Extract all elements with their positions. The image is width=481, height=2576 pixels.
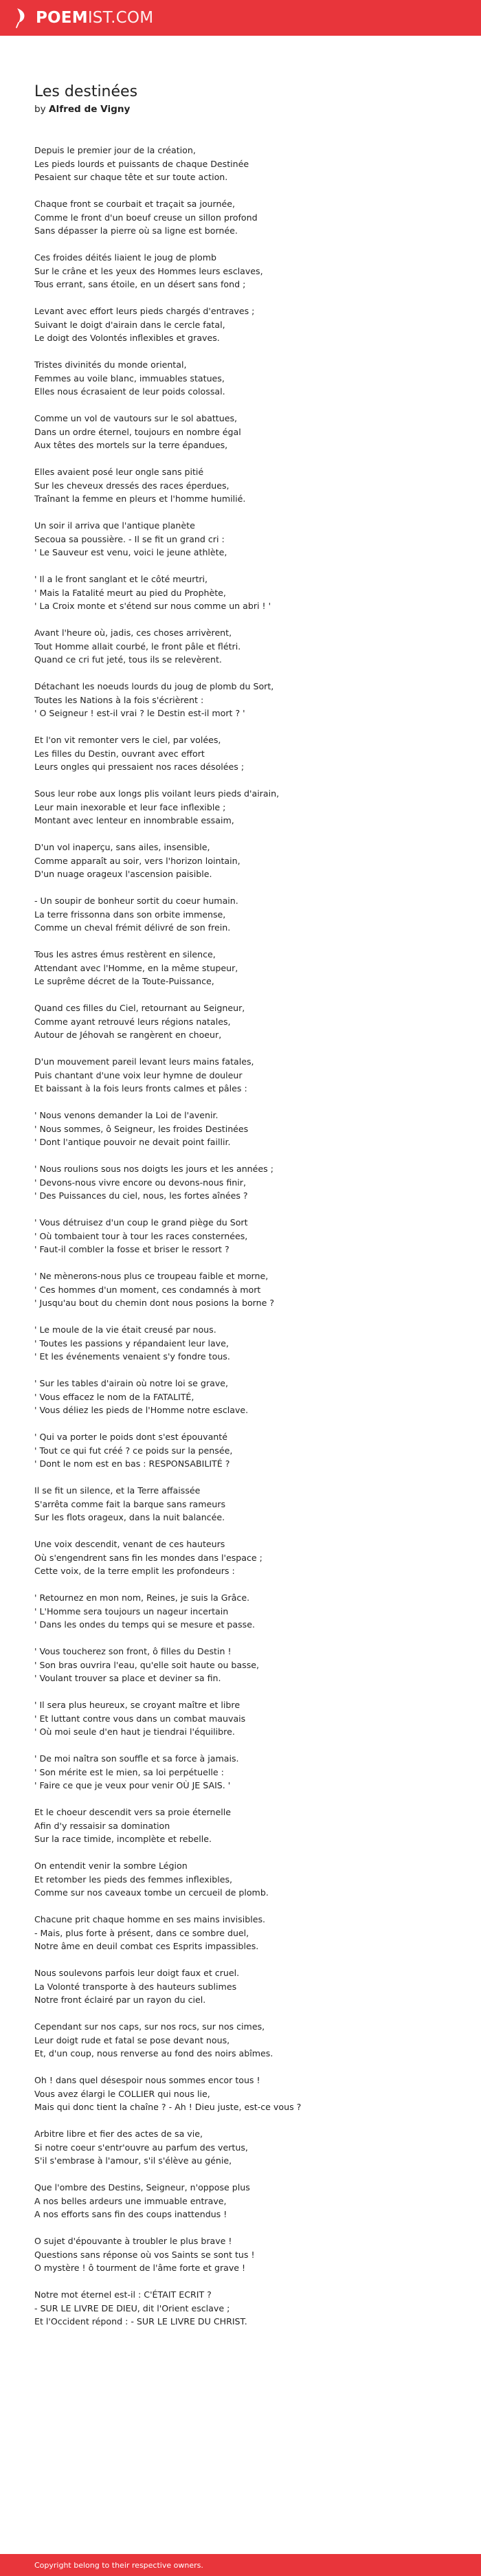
by-label: by [34, 104, 46, 115]
poem-line: Un soir il arriva que l'antique planète [34, 520, 195, 531]
poem-line: Que l'ombre des Destins, Seigneur, n'oppose plus [34, 2182, 250, 2192]
poem-line: Pesaient sur chaque tête et sur toute action. [34, 172, 228, 182]
poem-line: Suivant le doigt d'airain dans le cercle fatal, [34, 319, 225, 330]
stanza [34, 1323, 481, 1364]
poem-line: Sur les flots orageux, dans la nuit balancée. [34, 1512, 225, 1522]
poemist-logo-icon [15, 8, 30, 28]
poem-line: ' Retournez en mon nom, Reines, je suis la Grâce. [34, 1592, 250, 1603]
poem-line: - SUR LE LIVRE DE DIEU, dit l'Orient esclave ; [34, 2302, 230, 2313]
poem-line: Arbitre libre et fier des actes de sa vie, [34, 2129, 203, 2139]
poem-line: Sur le crâne et les yeux des Hommes leurs esclaves, [34, 265, 263, 276]
poem-line: Tous les astres émus restèrent en silence, [34, 949, 216, 959]
stanza [34, 144, 481, 184]
stanza [34, 626, 481, 667]
poem-line: Il se fit un silence, et la Terre affaissée [34, 1485, 201, 1496]
poem-line: Avant l'heure où, jadis, ces choses arrivèrent, [34, 628, 232, 638]
stanza [34, 1269, 481, 1310]
poem-line: Ces froides déités liaient le joug de plomb [34, 252, 216, 263]
stanza [34, 1377, 481, 1417]
poem-line: La terre frissonna dans son orbite immense, [34, 909, 226, 920]
poem-line: ' Sur les tables d'airain où notre loi se grave, [34, 1378, 229, 1388]
poem-line: ' Il a le front sanglant et le côté meurtri, [34, 574, 208, 584]
poem-line: Dans un ordre éternel, toujours en nombre égal [34, 426, 241, 437]
stanza [34, 1806, 481, 1846]
poem-line: ' L'Homme sera toujours un nageur incertain [34, 1606, 229, 1617]
poem-line: ' Qui va porter le poids dont s'est épouvanté [34, 1432, 227, 1442]
site-footer [0, 2554, 481, 2576]
stanza [34, 2234, 481, 2275]
poem-line: Sur les cheveux dressés des races éperdues, [34, 480, 230, 491]
stanza [34, 1109, 481, 1149]
stanza [34, 2020, 481, 2061]
poem-line: Sur la race timide, incomplète et rebelle. [34, 1834, 212, 1844]
stanza [34, 1162, 481, 1203]
poem-line: - Un soupir de bonheur sortit du coeur humain. [34, 896, 238, 906]
poem-line: Tristes divinités du monde oriental, [34, 359, 187, 370]
poem-line: Où s'engendrent sans fin les mondes dans l'espace ; [34, 1552, 262, 1563]
poem-line: Le doigt des Volontés inflexibles et graves. [34, 333, 220, 343]
poem-line: Traînant la femme en pleurs et l'homme humilié. [34, 493, 246, 504]
poem-line: Attendant avec l'Homme, en la même stupeur, [34, 962, 238, 973]
poem-line: Afin d'y ressaisir sa domination [34, 1820, 170, 1831]
poem-line: Tous errant, sans étoile, en un désert sans fond ; [34, 279, 246, 289]
poem-line: Comme un cheval frémit délivré de son frein. [34, 922, 231, 933]
poem-line: ' Toutes les passions y répandaient leur lave, [34, 1337, 229, 1348]
poem-line: Cette voix, de la terre emplit les profondeurs : [34, 1566, 235, 1576]
poem-line: Toutes les Nations à la fois s'écrièrent : [34, 694, 204, 705]
poem-line: ' Mais la Fatalité meurt au pied du Prophète, [34, 587, 226, 598]
poem-line: Et retomber les pieds des femmes inflexibles, [34, 1874, 233, 1885]
poem-line: ' Ces hommes d'un moment, ces condamnés à mort [34, 1284, 261, 1295]
stanza [34, 841, 481, 881]
stanza [34, 2181, 481, 2221]
stanza [34, 2074, 481, 2114]
poem-line: ' Où moi seule d'en haut je tiendrai l'équilibre. [34, 1726, 235, 1737]
poem-line: Puis chantant d'une voix leur hymne de douleur [34, 1069, 243, 1080]
stanza [34, 1913, 481, 1953]
stanza [34, 1001, 481, 1042]
poem-line: ' De moi naîtra son souffle et sa force à jamais. [34, 1753, 239, 1764]
poem-line: Notre front éclairé par un rayon du ciel. [34, 1995, 206, 2005]
poem-line: ' Nous sommes, ô Seigneur, les froides Destinées [34, 1123, 249, 1134]
poem-title: Les destinées [34, 83, 138, 100]
poem-line: ' Jusqu'au bout du chemin dont nous posions la borne ? [34, 1298, 275, 1308]
poem-line: Mais qui donc tient la chaîne ? - Ah ! Dieu juste, est-ce vous ? [34, 2102, 302, 2112]
stanza [34, 733, 481, 774]
stanza [34, 2288, 481, 2329]
poem-line: ' Vous effacez le nom de la FATALITÉ, [34, 1391, 194, 1402]
poem-line: ' Faut-il combler la fosse et briser le ressort ? [34, 1244, 230, 1254]
poem-line: ' Et luttant contre vous dans un combat mauvais [34, 1713, 246, 1724]
poem-line: Notre âme en deuil combat ces Esprits impassibles. [34, 1941, 259, 1951]
poem-line: ' Le moule de la vie était creusé par nous. [34, 1324, 216, 1335]
stanza [34, 1216, 481, 1256]
poem-line: Montant avec lenteur en innombrable essaim, [34, 815, 234, 825]
poem-line: Sans dépasser la pierre où sa ligne est bornée. [34, 225, 238, 236]
stanza [34, 787, 481, 828]
poem-line: Tout Homme allait courbé, le front pâle et flétri. [34, 641, 241, 652]
poem-line: ' Il sera plus heureux, se croyant maître et libre [34, 1700, 240, 1710]
stanza [34, 519, 481, 559]
stanza [34, 304, 481, 345]
poem-line: Quand ces filles du Ciel, retournant au Seigneur, [34, 1003, 245, 1013]
poem-line: Et l'Occident répond : - SUR LE LIVRE DU CHRIST. [34, 2316, 247, 2327]
poem-line: Leur main inexorable et leur face inflexible ; [34, 801, 226, 812]
poem-line: ' La Croix monte et s'étend sur nous comme un abri ! ' [34, 601, 271, 611]
stanza [34, 1591, 481, 1632]
poem-line: D'un vol inaperçu, sans ailes, insensible, [34, 842, 210, 852]
poem-line: Oh ! dans quel désespoir nous sommes encor tous ! [34, 2075, 260, 2085]
poem-line: Levant avec effort leurs pieds chargés d'entraves ; [34, 306, 255, 316]
poem-line: Quand ce cri fut jeté, tous ils se relevèrent. [34, 654, 222, 665]
poem-line: ' Où tombaient tour à tour les races consternées, [34, 1230, 248, 1241]
poem-line: Nous soulevons parfois leur doigt faux et cruel. [34, 1968, 240, 1978]
poem-line: Détachant les noeuds lourds du joug de plomb du Sort, [34, 681, 274, 691]
poem-line: A nos efforts sans fin des coups inattendus ! [34, 2209, 227, 2219]
stanza [34, 1484, 481, 1524]
poem-line: ' Dans les ondes du temps qui se mesure et passe. [34, 1619, 255, 1630]
poem-line: - Mais, plus forte à présent, dans ce sombre duel, [34, 1927, 249, 1938]
poem-line: Le suprême décret de la Toute-Puissance, [34, 976, 214, 986]
stanza [34, 412, 481, 452]
poem-line: ' Voulant trouver sa place et deviner sa fin. [34, 1673, 221, 1683]
poem-line: ' Ne mènerons-nous plus ce troupeau faible et morne, [34, 1271, 269, 1281]
poem-line: Sous leur robe aux longs plis voilant leurs pieds d'airain, [34, 788, 280, 799]
poem-line: S'il s'embrase à l'amour, s'il s'élève au génie, [34, 2155, 232, 2166]
stanza [34, 1859, 481, 1900]
stanza [34, 1645, 481, 1685]
poem-line: Autour de Jéhovah se rangèrent en choeur, [34, 1030, 222, 1040]
stanza [34, 1537, 481, 1578]
poem-line: Aux têtes des mortels sur la terre épandues, [34, 440, 228, 450]
stanza [34, 573, 481, 613]
poem-line: Comme un vol de vautours sur le sol abattues, [34, 413, 238, 423]
poem-line: Comme ayant retrouvé leurs régions natales, [34, 1016, 231, 1027]
poem-line: Chaque front se courbait et traçait sa journée, [34, 199, 235, 209]
poem-line: Elles avaient posé leur ongle sans pitié [34, 467, 204, 477]
poem-line: ' Dont l'antique pouvoir ne devait point faillir. [34, 1137, 231, 1147]
stanza [34, 948, 481, 988]
poem-line: ' Tout ce qui fut créé ? ce poids sur la pensée, [34, 1445, 233, 1456]
poem-line: La Volonté transporte à des hauteurs sublimes [34, 1981, 237, 1992]
poem-line: ' Le Sauveur est venu, voici le jeune athlète, [34, 547, 227, 557]
stanza [34, 1055, 481, 1096]
poem-line: Et l'on vit remonter vers le ciel, par volées, [34, 735, 221, 745]
stanza [34, 251, 481, 291]
poem-line: ' Des Puissances du ciel, nous, les fortes aînées ? [34, 1190, 248, 1201]
poem-line: ' Faire ce que je veux pour venir OÙ JE SAIS. ' [34, 1780, 231, 1790]
poem-line: On entendit venir la sombre Légion [34, 1861, 188, 1871]
poem-line: Elles nous écrasaient de leur poids colossal. [34, 386, 225, 397]
poem-line: Et le choeur descendit vers sa proie éternelle [34, 1807, 232, 1817]
site-header [0, 0, 481, 36]
poem-line: Comme le front d'un boeuf creuse un sillon profond [34, 212, 258, 223]
poem-line: D'un mouvement pareil levant leurs mains fatales, [34, 1056, 254, 1067]
stanza [34, 465, 481, 506]
poem-line: A nos belles ardeurs une immuable entrave, [34, 2195, 227, 2206]
poem-line: ' Nous roulions sous nos doigts les jours et les années ; [34, 1164, 273, 1174]
poem-line: Chacune prit chaque homme en ses mains invisibles. [34, 1914, 266, 1924]
stanza [34, 1430, 481, 1471]
stanza [34, 2127, 481, 2168]
poem-line: ' Et les événements venaient s'y fondre tous. [34, 1351, 230, 1362]
brand-name-bold: POEM [36, 8, 88, 27]
poem-line: ' Son bras ouvrira l'eau, qu'elle soit haute ou basse, [34, 1659, 260, 1670]
poem-content [0, 36, 481, 2329]
poem-line: Les pieds lourds et puissants de chaque Destinée [34, 158, 249, 169]
poem-line: Comme sur nos caveaux tombe un cercueil de plomb. [34, 1887, 269, 1898]
poem-line: Femmes au voile blanc, immuables statues, [34, 373, 225, 384]
poem-line: ' Vous détruisez d'un coup le grand piège du Sort [34, 1217, 248, 1228]
poem-line: Cependant sur nos caps, sur nos rocs, sur nos cimes, [34, 2021, 265, 2032]
stanza [34, 1698, 481, 1739]
poem-line: ' Dont le nom est en bas : RESPONSABILITÉ ? [34, 1458, 230, 1469]
brand-name-light: IST.COM [87, 8, 154, 27]
poem-body [34, 144, 481, 2329]
stanza [34, 680, 481, 720]
poem-line: Leur doigt rude et fatal se pose devant nous, [34, 2034, 230, 2045]
stanza [34, 1752, 481, 1792]
poem-line: S'arrêta comme fait la barque sans rameurs [34, 1498, 226, 1509]
stanza [34, 1966, 481, 2007]
poem-line: O mystère ! ô tourment de l'âme forte et grave ! [34, 2263, 246, 2273]
poem-line: Une voix descendit, venant de ces hauteurs [34, 1539, 225, 1549]
poemist-logo[interactable] [15, 8, 153, 28]
author-link[interactable]: Alfred de Vigny [49, 104, 131, 115]
poem-line: O sujet d'épouvante à troubler le plus brave ! [34, 2236, 232, 2246]
poem-line: ' Son mérite est le mien, sa loi perpétuelle : [34, 1766, 224, 1777]
poem-line: D'un nuage orageux l'ascension paisible. [34, 869, 212, 879]
poem-line: Secoua sa poussière. - Il se fit un grand cri : [34, 533, 225, 544]
stanza [34, 894, 481, 935]
poem-line: ' Devons-nous vivre encore ou devons-nous finir, [34, 1177, 246, 1188]
stanza [34, 197, 481, 238]
poem-line: Et baissant à la fois leurs fronts calmes et pâles : [34, 1083, 247, 1093]
poem-line: Leurs ongles qui pressaient nos races désolées ; [34, 762, 245, 772]
brand-name [36, 10, 153, 26]
poem-line: ' Nous venons demander la Loi de l'avenir. [34, 1110, 219, 1120]
poem-line: Depuis le premier jour de la création, [34, 145, 196, 155]
stanza [34, 358, 481, 399]
poem-line: ' Vous toucherez son front, ô filles du Destin ! [34, 1646, 232, 1656]
poem-line: Questions sans réponse où vos Saints se sont tus ! [34, 2249, 255, 2260]
poem-line: Vous avez élargi le COLLIER qui nous lie, [34, 2088, 210, 2099]
byline [34, 103, 481, 116]
poem-line: ' Vous déliez les pieds de l'Homme notre esclave. [34, 1405, 249, 1415]
poem-line: Les filles du Destin, ouvrant avec effort [34, 748, 205, 759]
copyright-text: Copyright belong to their respective owners. [34, 2560, 203, 2570]
poem-line: Comme apparaît au soir, vers l'horizon lointain, [34, 855, 240, 866]
poem-line: Et, d'un coup, nous renverse au fond des noirs abîmes. [34, 2048, 273, 2058]
poem-line: ' O Seigneur ! est-il vrai ? le Destin est-il mort ? ' [34, 708, 245, 718]
poem-line: Notre mot éternel est-il : C'ÉTAIT ECRIT ? [34, 2289, 212, 2300]
poem-line: Si notre coeur s'entr'ouvre au parfum des vertus, [34, 2142, 248, 2153]
